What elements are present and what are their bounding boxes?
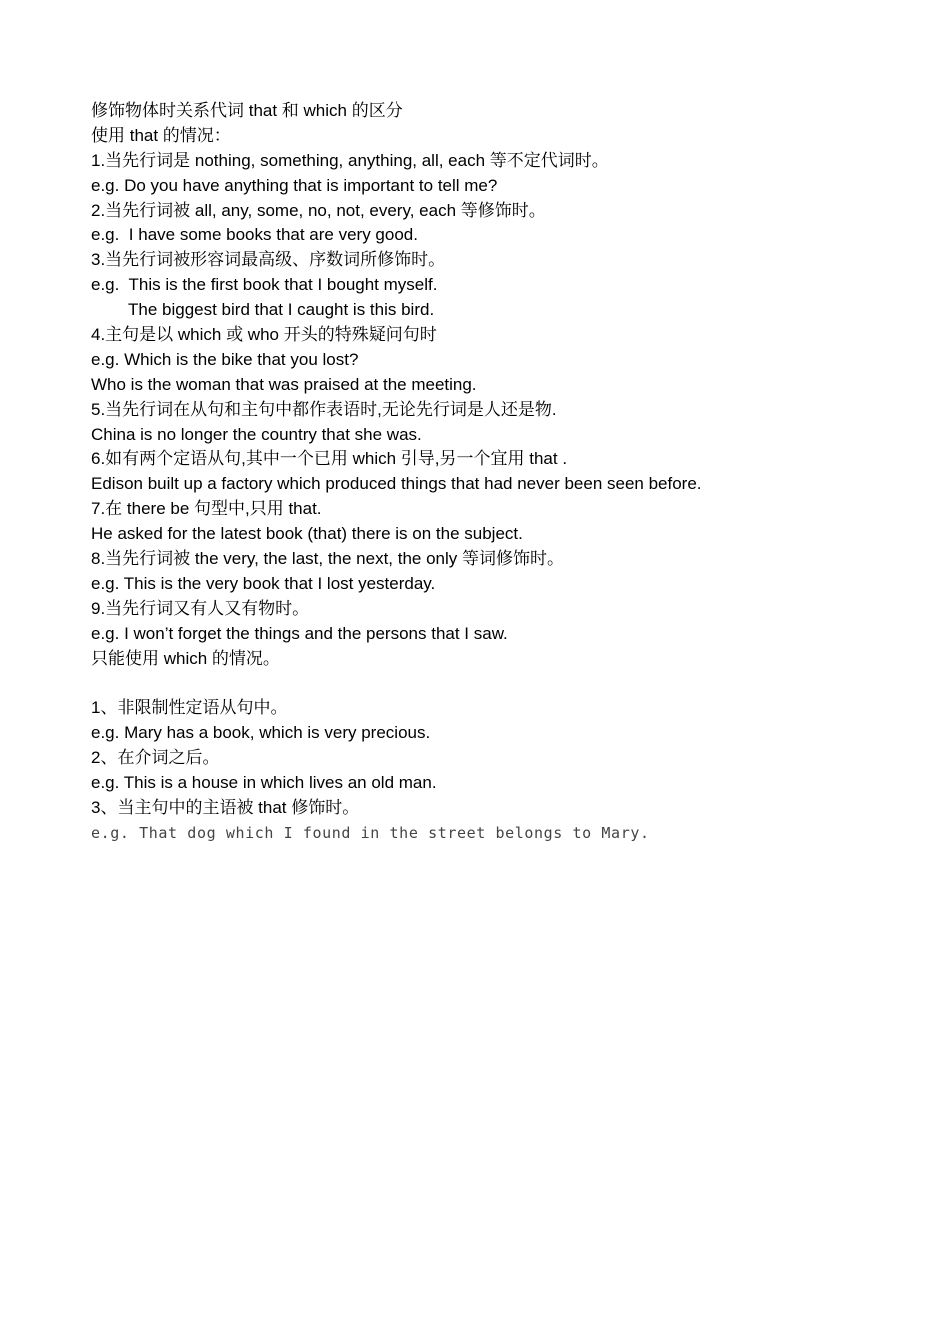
which-rule-2: 2、在介词之后。 [91,748,220,768]
that-rule-1-example: e.g. Do you have anything that is important to tell me? [91,175,498,195]
that-section-heading: 使用 that 的情况： [91,125,231,145]
that-rule-2-example: e.g. I have some books that are very good. [91,225,418,245]
which-rule-3-example: e.g. That dog which I found in the street belongs to Mary. [91,823,650,842]
that-rule-8: 8.当先行词被 the very, the last, the next, the only 等词修饰时。 [91,549,565,569]
that-rule-8-example: e.g. This is the very book that I lost yesterday. [91,573,436,593]
document-title: 修饰物体时关系代词 that 和 which 的区分 [91,101,403,120]
that-rule-4-example-2: Who is the woman that was praised at the meeting. [91,374,477,394]
that-rule-9-example: e.g. I won’t forget the things and the persons that I saw. [91,623,508,643]
which-section-heading: 只能使用 which 的情况。 [91,648,280,668]
which-rule-1: 1、非限制性定语从句中。 [91,698,288,718]
blank-line [91,671,911,696]
that-rule-6: 6.如有两个定语从句,其中一个已用 which 引导,另一个宜用 that . [91,449,568,469]
which-rule-1-example: e.g. Mary has a book, which is very precious. [91,723,431,743]
that-rule-1: 1.当先行词是 nothing, something, anything, all, each 等不定代词时。 [91,150,609,170]
that-rule-4: 4.主句是以 which 或 who 开头的特殊疑问句时 [91,325,437,345]
that-rule-5-example: China is no longer the country that she was. [91,424,422,444]
that-rule-3-example-1: e.g. This is the first book that I bought myself. [91,275,438,295]
that-rule-3: 3.当先行词被形容词最高级、序数词所修饰时。 [91,250,446,270]
document-body [91,99,911,846]
that-rule-7: 7.在 there be 句型中,只用 that. [91,499,322,519]
that-rule-4-example-1: e.g. Which is the bike that you lost? [91,349,359,369]
which-rule-3: 3、当主句中的主语被 that 修饰时。 [91,797,360,817]
which-rule-2-example: e.g. This is a house in which lives an old man. [91,773,437,793]
that-rule-6-example: Edison built up a factory which produced things that had never been seen before. [91,474,702,494]
that-rule-7-example: He asked for the latest book (that) there is on the subject. [91,524,523,544]
that-rule-9: 9.当先行词又有人又有物时。 [91,598,310,618]
that-rule-3-example-2: The biggest bird that I caught is this bird. [128,300,435,320]
that-rule-2: 2.当先行词被 all, any, some, no, not, every, each 等修饰时。 [91,200,546,220]
that-rule-5: 5.当先行词在从句和主句中都作表语时,无论先行词是人还是物. [91,399,557,419]
